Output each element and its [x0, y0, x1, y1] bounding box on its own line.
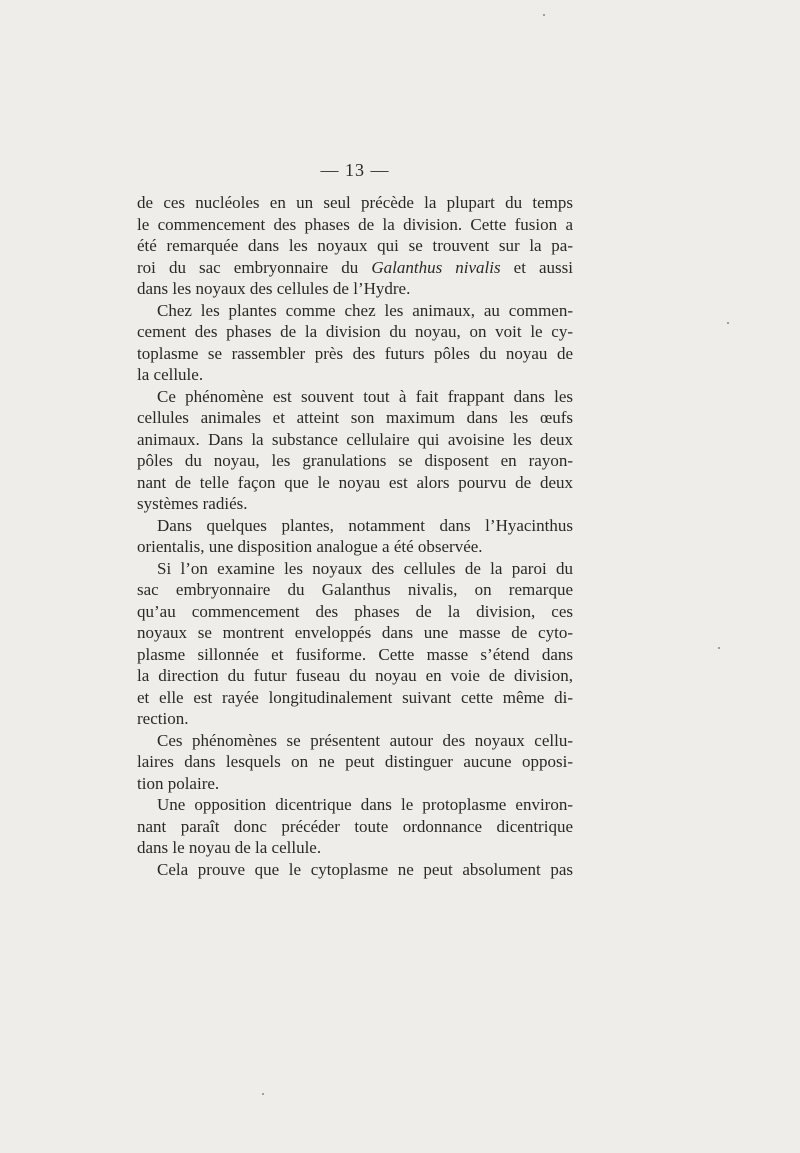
text-line: le commencement des phases de la division. Cette fusion a — [137, 214, 573, 234]
text-line: pôles du noyau, les granulations se disposent en rayon- — [137, 451, 573, 470]
paragraph — [137, 386, 573, 515]
text-line: et elle est rayée longitudinalement suivant cette même di- — [137, 687, 573, 707]
paragraph — [137, 794, 573, 859]
text-line: orientalis, une disposition analogue a été observée. — [137, 537, 483, 556]
text-line: cellules animales et atteint son maximum dans les œufs — [137, 408, 573, 427]
text-line: rection. — [137, 709, 189, 728]
text-line: la direction du futur fuseau du noyau en voie de division, — [137, 666, 573, 685]
paragraph — [137, 859, 573, 881]
text-line: plasme sillonnée et fusiforme. Cette masse s’étend dans — [137, 644, 573, 664]
paper-speck — [262, 1093, 264, 1095]
text-line: Si l’on examine les noyaux des cellules de la paroi du — [157, 558, 573, 578]
paper-speck — [543, 14, 545, 16]
paragraph — [137, 300, 573, 386]
text-line: Ces phénomènes se présentent autour des noyaux cellu- — [157, 730, 573, 750]
text-line: la cellule. — [137, 365, 204, 384]
text-line: cement des phases de la division du noyau, on voit le cy- — [137, 322, 573, 341]
text-line: de ces nucléoles en un seul précède la plupart du temps — [137, 193, 573, 212]
text-line: Une opposition dicentrique dans le protoplasme environ- — [157, 795, 573, 814]
paper-speck — [727, 322, 729, 324]
text-line: toplasme se rassembler près des futurs pôles du noyau de — [137, 343, 573, 363]
text-line: sac embryonnaire du Galanthus nivalis, on remarque — [137, 580, 573, 599]
text-line: Chez les plantes comme chez les animaux, au commen- — [157, 300, 573, 320]
text-line: noyaux se montrent enveloppés dans une masse de cyto- — [137, 623, 573, 642]
text-line: Ce phénomène est souvent tout à fait frappant dans les — [157, 386, 573, 406]
text-line: qu’au commencement des phases de la division, ces — [137, 601, 573, 621]
paragraph — [137, 515, 573, 558]
text-line: dans le noyau de la cellule. — [137, 838, 322, 857]
text-line: laires dans lesquels on ne peut distinguer aucune opposi- — [137, 752, 573, 771]
paper-speck — [718, 647, 720, 649]
page-number: — 13 — — [320, 160, 390, 180]
text-line: nant paraît donc précéder toute ordonnance dicentrique — [137, 816, 573, 836]
paragraph — [137, 730, 573, 795]
text-line: nant de telle façon que le noyau est alors pourvu de deux — [137, 472, 573, 492]
paragraph — [137, 558, 573, 730]
text-line: été remarquée dans les noyaux qui se trouvent sur la pa- — [137, 236, 573, 255]
italic-species-name: Galanthus nivalis — [371, 257, 501, 277]
text-line: animaux. Dans la substance cellulaire qui avoisine les deux — [137, 429, 573, 449]
body-text — [137, 192, 573, 880]
paragraph — [137, 192, 573, 300]
text-line: dans les noyaux des cellules de l’Hydre. — [137, 279, 411, 298]
text-line: Cela prouve que le cytoplasme ne peut absolument pas — [157, 859, 573, 879]
text-line: systèmes radiés. — [137, 494, 248, 513]
text-line: tion polaire. — [137, 773, 220, 793]
text-line: Dans quelques plantes, notamment dans l’Hyacinthus — [157, 515, 573, 535]
text-line: roi du sac embryonnaire du Galanthus nivalis et aussi — [137, 257, 573, 277]
